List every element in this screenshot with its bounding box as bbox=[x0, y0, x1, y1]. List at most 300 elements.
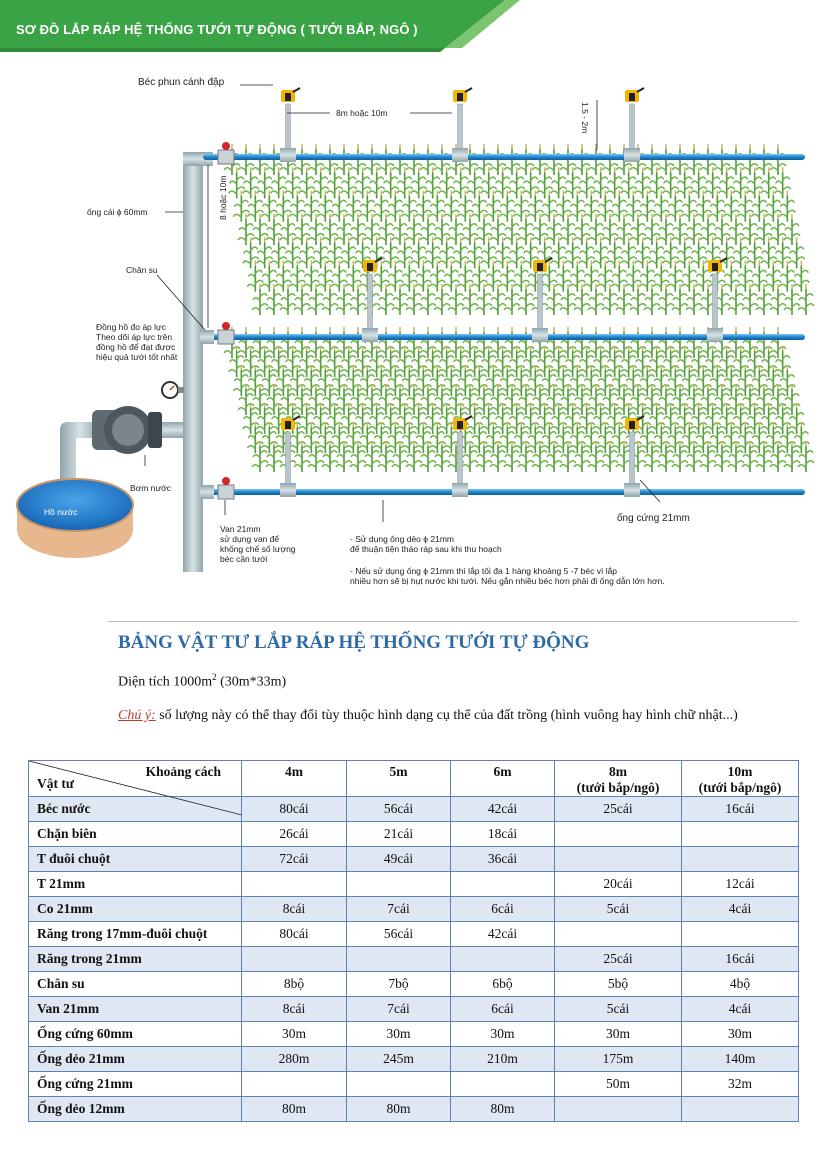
material-quantity bbox=[451, 872, 555, 897]
corn-plant bbox=[588, 284, 604, 315]
corn-plant bbox=[327, 237, 343, 268]
corn-plant bbox=[490, 214, 506, 245]
material-quantity: 4bộ bbox=[682, 972, 799, 997]
corn-plant bbox=[443, 261, 459, 292]
corn-plant bbox=[532, 214, 548, 245]
material-quantity: 80m bbox=[451, 1097, 555, 1122]
corn-plant bbox=[565, 237, 581, 268]
corn-plant bbox=[481, 167, 497, 198]
corn-plant bbox=[294, 327, 310, 358]
corn-plant bbox=[336, 214, 352, 245]
material-quantity bbox=[682, 1097, 799, 1122]
material-quantity: 6cái bbox=[451, 897, 555, 922]
corn-plant bbox=[462, 284, 478, 315]
corn-plant bbox=[597, 261, 613, 292]
material-quantity: 30m bbox=[347, 1022, 451, 1047]
corn-plant bbox=[653, 191, 669, 222]
corn-plant bbox=[280, 327, 296, 358]
corn-plant bbox=[798, 284, 814, 315]
section-divider bbox=[108, 621, 798, 622]
corn-plant bbox=[649, 237, 665, 268]
material-quantity bbox=[451, 1072, 555, 1097]
corn-plant bbox=[513, 191, 529, 222]
corn-plant bbox=[392, 327, 408, 358]
corn-plant bbox=[644, 327, 660, 358]
corn-plant bbox=[672, 214, 688, 245]
main-pipe bbox=[183, 152, 203, 572]
corn-plant bbox=[546, 214, 562, 245]
corn-plant bbox=[238, 214, 254, 245]
corn-plant bbox=[420, 327, 436, 358]
corn-plant bbox=[672, 284, 688, 315]
corn-plant bbox=[322, 284, 338, 315]
material-quantity: 12cái bbox=[682, 872, 799, 897]
material-quantity: 25cái bbox=[555, 797, 682, 822]
corn-plant bbox=[775, 346, 791, 377]
corn-plant bbox=[257, 167, 273, 198]
corn-plant bbox=[714, 214, 730, 245]
corn-plant bbox=[565, 167, 581, 198]
corn-plant bbox=[457, 191, 473, 222]
corn-plant bbox=[406, 284, 422, 315]
corn-plant bbox=[513, 261, 529, 292]
corn-plant bbox=[345, 261, 361, 292]
corn-plant bbox=[313, 237, 329, 268]
corn-plant bbox=[597, 191, 613, 222]
corn-plant bbox=[658, 327, 674, 358]
corn-plant bbox=[369, 167, 385, 198]
material-quantity: 6cái bbox=[451, 997, 555, 1022]
rigid-pipe-label: ống cứng 21mm bbox=[617, 513, 690, 524]
corn-plant bbox=[280, 284, 296, 315]
table-row bbox=[29, 997, 799, 1022]
corn-plant bbox=[644, 214, 660, 245]
material-quantity bbox=[555, 822, 682, 847]
corn-plant bbox=[387, 191, 403, 222]
corn-plant bbox=[252, 284, 268, 315]
corn-plant bbox=[509, 167, 525, 198]
corn-plant bbox=[779, 261, 795, 292]
material-quantity: 72cái bbox=[242, 847, 347, 872]
corn-plant bbox=[681, 191, 697, 222]
corn-plant bbox=[285, 237, 301, 268]
corn-plant bbox=[751, 261, 767, 292]
material-name: Co 21mm bbox=[29, 897, 242, 922]
corn-plant bbox=[373, 191, 389, 222]
corner-header bbox=[29, 761, 242, 797]
corn-plant bbox=[392, 284, 408, 315]
corner-top-label: Khoảng cách bbox=[145, 764, 221, 779]
material-quantity: 42cái bbox=[451, 797, 555, 822]
corn-plant bbox=[341, 237, 357, 268]
corn-plant bbox=[541, 191, 557, 222]
corn-plant bbox=[243, 237, 259, 268]
vertical-spacing-label: 8 hoặc 10m bbox=[218, 175, 228, 220]
corn-plant bbox=[495, 167, 511, 198]
corn-plant bbox=[770, 284, 786, 315]
corn-plant bbox=[448, 214, 464, 245]
material-quantity: 80cái bbox=[242, 797, 347, 822]
corn-plant bbox=[299, 167, 315, 198]
corn-plant bbox=[644, 284, 660, 315]
corn-plant bbox=[257, 237, 273, 268]
corn-plant bbox=[439, 237, 455, 268]
corn-plant bbox=[653, 261, 669, 292]
material-quantity: 175m bbox=[555, 1047, 682, 1072]
corn-plant bbox=[308, 214, 324, 245]
corn-plant bbox=[616, 327, 632, 358]
corn-plant bbox=[611, 261, 627, 292]
corn-plant bbox=[499, 261, 515, 292]
material-quantity: 245m bbox=[347, 1047, 451, 1072]
corn-plant bbox=[756, 214, 772, 245]
corn-plant bbox=[686, 214, 702, 245]
corn-plant bbox=[285, 167, 301, 198]
corn-plant bbox=[467, 237, 483, 268]
table-row bbox=[29, 947, 799, 972]
corn-plant bbox=[350, 214, 366, 245]
corn-plant bbox=[527, 191, 543, 222]
corn-plant bbox=[574, 284, 590, 315]
material-name: Răng trong 21mm bbox=[29, 947, 242, 972]
corn-plant bbox=[719, 167, 735, 198]
column-header: 8m (tưới bắp/ngô) bbox=[555, 761, 682, 797]
main-pipe-label: ống cái ϕ 60mm bbox=[87, 207, 148, 217]
material-quantity: 140m bbox=[682, 1047, 799, 1072]
corn-plant bbox=[574, 214, 590, 245]
corn-plant bbox=[621, 237, 637, 268]
sprinkler-head bbox=[280, 88, 300, 162]
material-quantity: 4cái bbox=[682, 897, 799, 922]
corn-plant bbox=[751, 191, 767, 222]
corn-plant bbox=[695, 191, 711, 222]
corn-plant bbox=[387, 261, 403, 292]
corn-plant bbox=[639, 191, 655, 222]
corn-plant bbox=[313, 167, 329, 198]
corn-plant bbox=[546, 284, 562, 315]
corn-plant bbox=[359, 191, 375, 222]
corn-plant bbox=[756, 327, 772, 358]
material-quantity: 80m bbox=[242, 1097, 347, 1122]
tee-2 bbox=[200, 330, 214, 344]
corn-plant bbox=[252, 214, 268, 245]
corn-plant bbox=[266, 214, 282, 245]
material-quantity: 50m bbox=[555, 1072, 682, 1097]
corn-plant bbox=[509, 237, 525, 268]
pump-label: Bơm nước bbox=[130, 483, 171, 493]
corn-plant bbox=[658, 284, 674, 315]
material-quantity: 8cái bbox=[242, 897, 347, 922]
material-quantity: 30m bbox=[555, 1022, 682, 1047]
corn-plant bbox=[504, 284, 520, 315]
irrigation-diagram bbox=[0, 60, 827, 620]
corn-plant bbox=[686, 327, 702, 358]
corn-plant bbox=[411, 167, 427, 198]
spacing-label: 8m hoặc 10m bbox=[336, 108, 388, 118]
table-row bbox=[29, 922, 799, 947]
corn-plant bbox=[415, 191, 431, 222]
corn-plant bbox=[233, 191, 249, 222]
material-quantity: 7cái bbox=[347, 997, 451, 1022]
corn-plant bbox=[336, 284, 352, 315]
corn-plant bbox=[481, 237, 497, 268]
corn-plant bbox=[677, 237, 693, 268]
material-name: T đuôi chuột bbox=[29, 847, 242, 872]
corn-plant bbox=[490, 284, 506, 315]
valve-label: Van 21mm sử dụng van để khống chế số lượng béc cần tưới bbox=[220, 524, 296, 564]
corn-plant bbox=[677, 167, 693, 198]
corn-plant bbox=[733, 167, 749, 198]
material-quantity bbox=[347, 872, 451, 897]
chan-su-label: Chân su bbox=[126, 265, 158, 275]
corn-plant bbox=[733, 237, 749, 268]
pressure-gauge bbox=[162, 382, 184, 398]
corn-plant bbox=[504, 327, 520, 358]
material-quantity bbox=[682, 922, 799, 947]
sprinkler-label: Béc phun cánh đập bbox=[138, 77, 225, 88]
corn-plant bbox=[345, 191, 361, 222]
corn-plant bbox=[471, 191, 487, 222]
corn-plant bbox=[448, 327, 464, 358]
pond-label: Hồ nước bbox=[44, 507, 78, 517]
corn-plant bbox=[588, 214, 604, 245]
corn-plant bbox=[630, 214, 646, 245]
corn-plant bbox=[397, 167, 413, 198]
corn-plant bbox=[336, 327, 352, 358]
material-quantity: 36cái bbox=[451, 847, 555, 872]
corn-plant bbox=[607, 167, 623, 198]
height-label: 1.5 - 2m bbox=[580, 102, 590, 134]
corn-plant bbox=[784, 284, 800, 315]
corn-plant bbox=[779, 191, 795, 222]
corn-plant bbox=[229, 167, 245, 198]
table-row bbox=[29, 847, 799, 872]
corn-plant bbox=[429, 191, 445, 222]
corn-plant bbox=[238, 327, 254, 358]
corn-plant bbox=[537, 167, 553, 198]
column-header: 6m bbox=[451, 761, 555, 797]
corn-plant bbox=[378, 214, 394, 245]
corn-plant bbox=[355, 167, 371, 198]
corn-plant bbox=[621, 167, 637, 198]
pond bbox=[17, 479, 133, 558]
corn-plant bbox=[434, 214, 450, 245]
corn-plant bbox=[742, 284, 758, 315]
corn-plant bbox=[476, 214, 492, 245]
area-text: Diện tích $1000m^2$ (30m*33m) bbox=[118, 672, 287, 690]
corn-plant bbox=[471, 261, 487, 292]
corn-plant bbox=[420, 284, 436, 315]
column-header: 4m bbox=[242, 761, 347, 797]
corn-plant bbox=[453, 237, 469, 268]
corn-plant bbox=[756, 284, 772, 315]
corn-plant bbox=[457, 261, 473, 292]
corn-plant bbox=[303, 191, 319, 222]
corn-plant bbox=[485, 191, 501, 222]
material-quantity bbox=[347, 1072, 451, 1097]
corn-plant bbox=[560, 214, 576, 245]
corn-plant bbox=[583, 191, 599, 222]
corn-plant bbox=[672, 327, 688, 358]
corn-plant bbox=[294, 284, 310, 315]
corn-plant bbox=[691, 167, 707, 198]
corn-plant bbox=[607, 237, 623, 268]
corn-plant bbox=[406, 214, 422, 245]
corn-plant bbox=[770, 214, 786, 245]
material-name: Ống cứng 60mm bbox=[29, 1022, 242, 1047]
valve-3 bbox=[218, 477, 234, 499]
corn-plant bbox=[308, 284, 324, 315]
corn-plant bbox=[425, 167, 441, 198]
corn-plant bbox=[275, 191, 291, 222]
corn-plant bbox=[728, 284, 744, 315]
corn-plant bbox=[793, 261, 809, 292]
material-quantity: 5cái bbox=[555, 897, 682, 922]
corn-plant bbox=[793, 422, 809, 453]
material-quantity: 21cái bbox=[347, 822, 451, 847]
material-quantity: 5cái bbox=[555, 997, 682, 1022]
corn-plant bbox=[635, 237, 651, 268]
material-quantity: 6bộ bbox=[451, 972, 555, 997]
material-quantity bbox=[555, 847, 682, 872]
corn-plant bbox=[569, 191, 585, 222]
corn-plant bbox=[518, 327, 534, 358]
gauge-label: Đồng hồ đo áp lực Theo dõi áp lực trên đồng hồ để đạt được hiệu quả tưới tốt nhất bbox=[96, 322, 178, 362]
material-name: Ống dẻo 12mm bbox=[29, 1097, 242, 1122]
corn-plant bbox=[485, 261, 501, 292]
material-quantity: 80m bbox=[347, 1097, 451, 1122]
corn-plant bbox=[523, 167, 539, 198]
corn-plant bbox=[658, 214, 674, 245]
corn-plant bbox=[266, 284, 282, 315]
corn-plant bbox=[630, 327, 646, 358]
material-quantity: 8cái bbox=[242, 997, 347, 1022]
corn-plant bbox=[611, 191, 627, 222]
material-quantity: 30m bbox=[451, 1022, 555, 1047]
corn-plant bbox=[383, 167, 399, 198]
table-row bbox=[29, 1097, 799, 1122]
corn-plant bbox=[625, 191, 641, 222]
corn-plant bbox=[560, 284, 576, 315]
corn-plant bbox=[728, 327, 744, 358]
corn-plant bbox=[341, 167, 357, 198]
corn-plant bbox=[499, 191, 515, 222]
corn-plant bbox=[406, 327, 422, 358]
material-quantity: 7bộ bbox=[347, 972, 451, 997]
corn-plant bbox=[420, 214, 436, 245]
corn-plant bbox=[560, 327, 576, 358]
materials-title: BẢNG VẬT TƯ LẮP RÁP HỆ THỐNG TƯỚI TỰ ĐỘNG bbox=[118, 632, 590, 653]
corn-plant bbox=[476, 284, 492, 315]
corn-plant bbox=[429, 261, 445, 292]
corn-plant bbox=[551, 167, 567, 198]
materials-table bbox=[28, 760, 799, 1122]
table-row bbox=[29, 972, 799, 997]
corn-plant bbox=[625, 261, 641, 292]
corn-plant bbox=[261, 191, 277, 222]
material-quantity bbox=[451, 947, 555, 972]
corn-plant bbox=[574, 327, 590, 358]
corn-plant bbox=[401, 261, 417, 292]
capacity-note: - Nếu sử dụng ống ϕ 21mm thì lắp tối đa 1 hàng khoảng 5 -7 béc vì lắp nhiều hơn sẽ bị hụt nước khi tưới. Nếu gắn nhiều béc hơn phải đi ống dẫn lớn hơn. bbox=[350, 566, 665, 586]
corn-plant bbox=[462, 214, 478, 245]
corn-plant bbox=[383, 237, 399, 268]
table-header-row bbox=[29, 761, 799, 797]
material-quantity: 49cái bbox=[347, 847, 451, 872]
corn-plant bbox=[728, 214, 744, 245]
material-quantity: 4cái bbox=[682, 997, 799, 1022]
material-quantity bbox=[682, 822, 799, 847]
corn-plant bbox=[289, 261, 305, 292]
corn-plant bbox=[775, 167, 791, 198]
corn-plant bbox=[723, 191, 739, 222]
corn-plant bbox=[317, 261, 333, 292]
corn-plant bbox=[667, 191, 683, 222]
corn-plant bbox=[555, 261, 571, 292]
corn-plant bbox=[303, 261, 319, 292]
corn-plant bbox=[476, 327, 492, 358]
material-quantity: 8bộ bbox=[242, 972, 347, 997]
material-name: Béc nước bbox=[29, 797, 242, 822]
corn-plant bbox=[602, 327, 618, 358]
corn-plant bbox=[504, 214, 520, 245]
corn-plant bbox=[663, 237, 679, 268]
pump bbox=[92, 406, 162, 454]
corn-plant bbox=[252, 327, 268, 358]
material-quantity: 20cái bbox=[555, 872, 682, 897]
corn-plant bbox=[770, 327, 786, 358]
corn-plant bbox=[709, 191, 725, 222]
corn-plant bbox=[789, 403, 805, 434]
material-quantity: 32m bbox=[682, 1072, 799, 1097]
corn-plant bbox=[294, 214, 310, 245]
flex-pipe-note: - Sử dụng ống dẻo ϕ 21mm để thuận tiện tháo ráp sau khi thu hoạch bbox=[350, 534, 502, 554]
corn-plant bbox=[765, 191, 781, 222]
corn-plant bbox=[275, 261, 291, 292]
corn-plant bbox=[583, 261, 599, 292]
sprinkler-head bbox=[452, 88, 472, 162]
material-name: Ống cứng 21mm bbox=[29, 1072, 242, 1097]
column-header: 10m (tưới bắp/ngô) bbox=[682, 761, 799, 797]
table-body bbox=[29, 797, 799, 1122]
table-row bbox=[29, 872, 799, 897]
corn-field bbox=[224, 144, 814, 472]
material-quantity bbox=[682, 847, 799, 872]
corn-plant bbox=[798, 441, 814, 472]
corn-plant bbox=[593, 167, 609, 198]
corn-plant bbox=[495, 237, 511, 268]
corn-plant bbox=[453, 167, 469, 198]
corn-plant bbox=[322, 327, 338, 358]
material-quantity: 7cái bbox=[347, 897, 451, 922]
corn-plant bbox=[266, 327, 282, 358]
corn-plant bbox=[448, 284, 464, 315]
corn-plant bbox=[299, 237, 315, 268]
material-name: Van 21mm bbox=[29, 997, 242, 1022]
material-quantity: 42cái bbox=[451, 922, 555, 947]
material-quantity: 16cái bbox=[682, 797, 799, 822]
material-name: Chặn biên bbox=[29, 822, 242, 847]
corn-plant bbox=[308, 327, 324, 358]
material-quantity: 26cái bbox=[242, 822, 347, 847]
material-quantity bbox=[555, 922, 682, 947]
table-row bbox=[29, 897, 799, 922]
corn-plant bbox=[439, 167, 455, 198]
corn-plant bbox=[747, 237, 763, 268]
corn-plant bbox=[397, 237, 413, 268]
corn-plant bbox=[322, 214, 338, 245]
corn-plant bbox=[555, 191, 571, 222]
